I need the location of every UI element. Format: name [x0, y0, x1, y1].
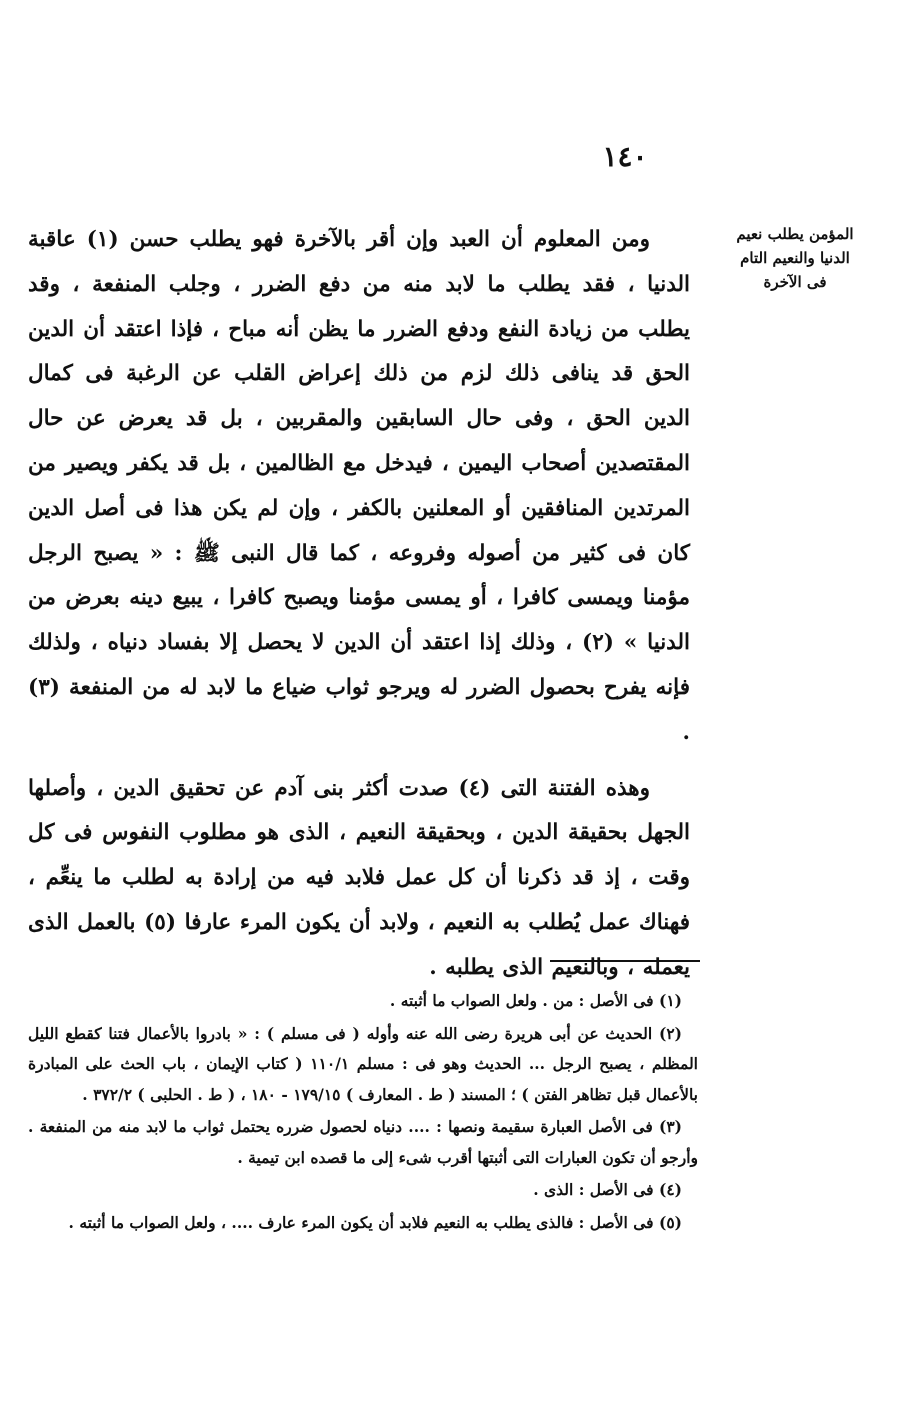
footnote-number: (٢) [658, 1023, 682, 1043]
paragraph: وهذه الفتنة التى (٤) صدت أكثر بنى آدم عن تحقيق الدين ، وأصلها الجهل بحقيقة الدين ، وبحقيقة النعيم ، الذى هو مطلوب النفوس فى كل وقت ، إذ قد ذكرنا أن كل عمل فلابد فيه من إرادة به لطلب ما ينعِّم ، فهناك عمل يُطلب به النعيم ، ولابد أن يكون المرء عارفا (٥) بالعمل الذى يعمله ، وبالنعيم الذى يطلبه . [28, 775, 690, 980]
footnote-number: (٥) [658, 1212, 682, 1232]
footnote [28, 1112, 698, 1173]
margin-note-line: المؤمن يطلب نعيم [736, 225, 854, 243]
margin-note-line: الدنيا والنعيم التام [740, 249, 850, 267]
margin-note-line: فى الآخرة [763, 273, 827, 291]
footnote [28, 1019, 698, 1111]
footnote-text: فى الأصل : من . ولعل الصواب ما أثبته . [389, 991, 654, 1010]
footnote-text: الحديث عن أبى هريرة رضى الله عنه وأوله ( فى مسلم ) : « بادروا بالأعمال فتنا كقطع الليل المظلم ، يصبح الرجل ... الحديث وهو فى : مسلم ١١٠/١ ( كتاب الإيمان ، باب الحث على المبادرة بالأعمال قبل تظاهر الفتن ) ؛ المسند ( ط . المعارف ) ١٧٩/١٥ - ١٨٠ ، ( ط . الحلبى ) ٣٧٢/٢ . [28, 1023, 698, 1104]
margin-note [705, 222, 885, 294]
main-text [28, 218, 690, 991]
page-number: ١٤٠ [602, 140, 648, 173]
footnote-separator [550, 960, 700, 962]
footnote-text: فى الأصل : الذى . [533, 1180, 654, 1199]
footnote-text: فى الأصل العبارة سقيمة ونصها : .... دنياه لحصول ضرره يحتمل ثواب ما لابد منه من المنفعة . وأرجو أن تكون العبارات التى أثبتها أقرب شىء إلى ما قصده ابن تيمية . [28, 1117, 698, 1167]
footnote-number: (١) [658, 991, 682, 1010]
footnote [28, 1208, 698, 1239]
footnote [28, 1175, 698, 1206]
paragraph: ومن المعلوم أن العبد وإن أقر بالآخرة فهو يطلب حسن (١) عاقبة الدنيا ، فقد يطلب ما لابد منه من دفع الضرر ، وجلب المنفعة ، وقد يطلب من زيادة النفع ودفع الضرر ما يظن أنه مباح ، فإذا اعتقد أن الدين الحق قد ينافى ذلك لزم من ذلك إعراض القلب عن الرغبة فى كمال الدين الحق ، وفى حال السابقين والمقربين ، بل قد يعرض عن حال المقتصدين أصحاب اليمين ، فيدخل مع الظالمين ، بل قد يكفر ويصير من المرتدين المنافقين أو المعلنين بالكفر ، وإن لم يكن هذا فى أصل الدين كان فى كثير من أصوله وفروعه ، كما قال النبى ﷺ : « يصبح الرجل مؤمنا ويمسى كافرا ، أو يمسى مؤمنا ويصبح كافرا ، يبيع دينه بعرض من الدنيا » (٢) ، وذلك إذا اعتقد أن الدين لا يحصل إلا بفساد دنياه ، ولذلك فإنه يفرح بحصول الضرر له ويرجو ثواب ضياع ما لابد له من المنفعة (٣) . [28, 227, 690, 745]
footnote [28, 986, 698, 1017]
footnotes [28, 986, 698, 1238]
footnote-number: (٤) [658, 1180, 682, 1199]
footnote-number: (٣) [658, 1117, 682, 1136]
footnote-text: فى الأصل : فالذى يطلب به النعيم فلابد أن يكون المرء عارف .... ، ولعل الصواب ما أثبته . [68, 1212, 654, 1232]
